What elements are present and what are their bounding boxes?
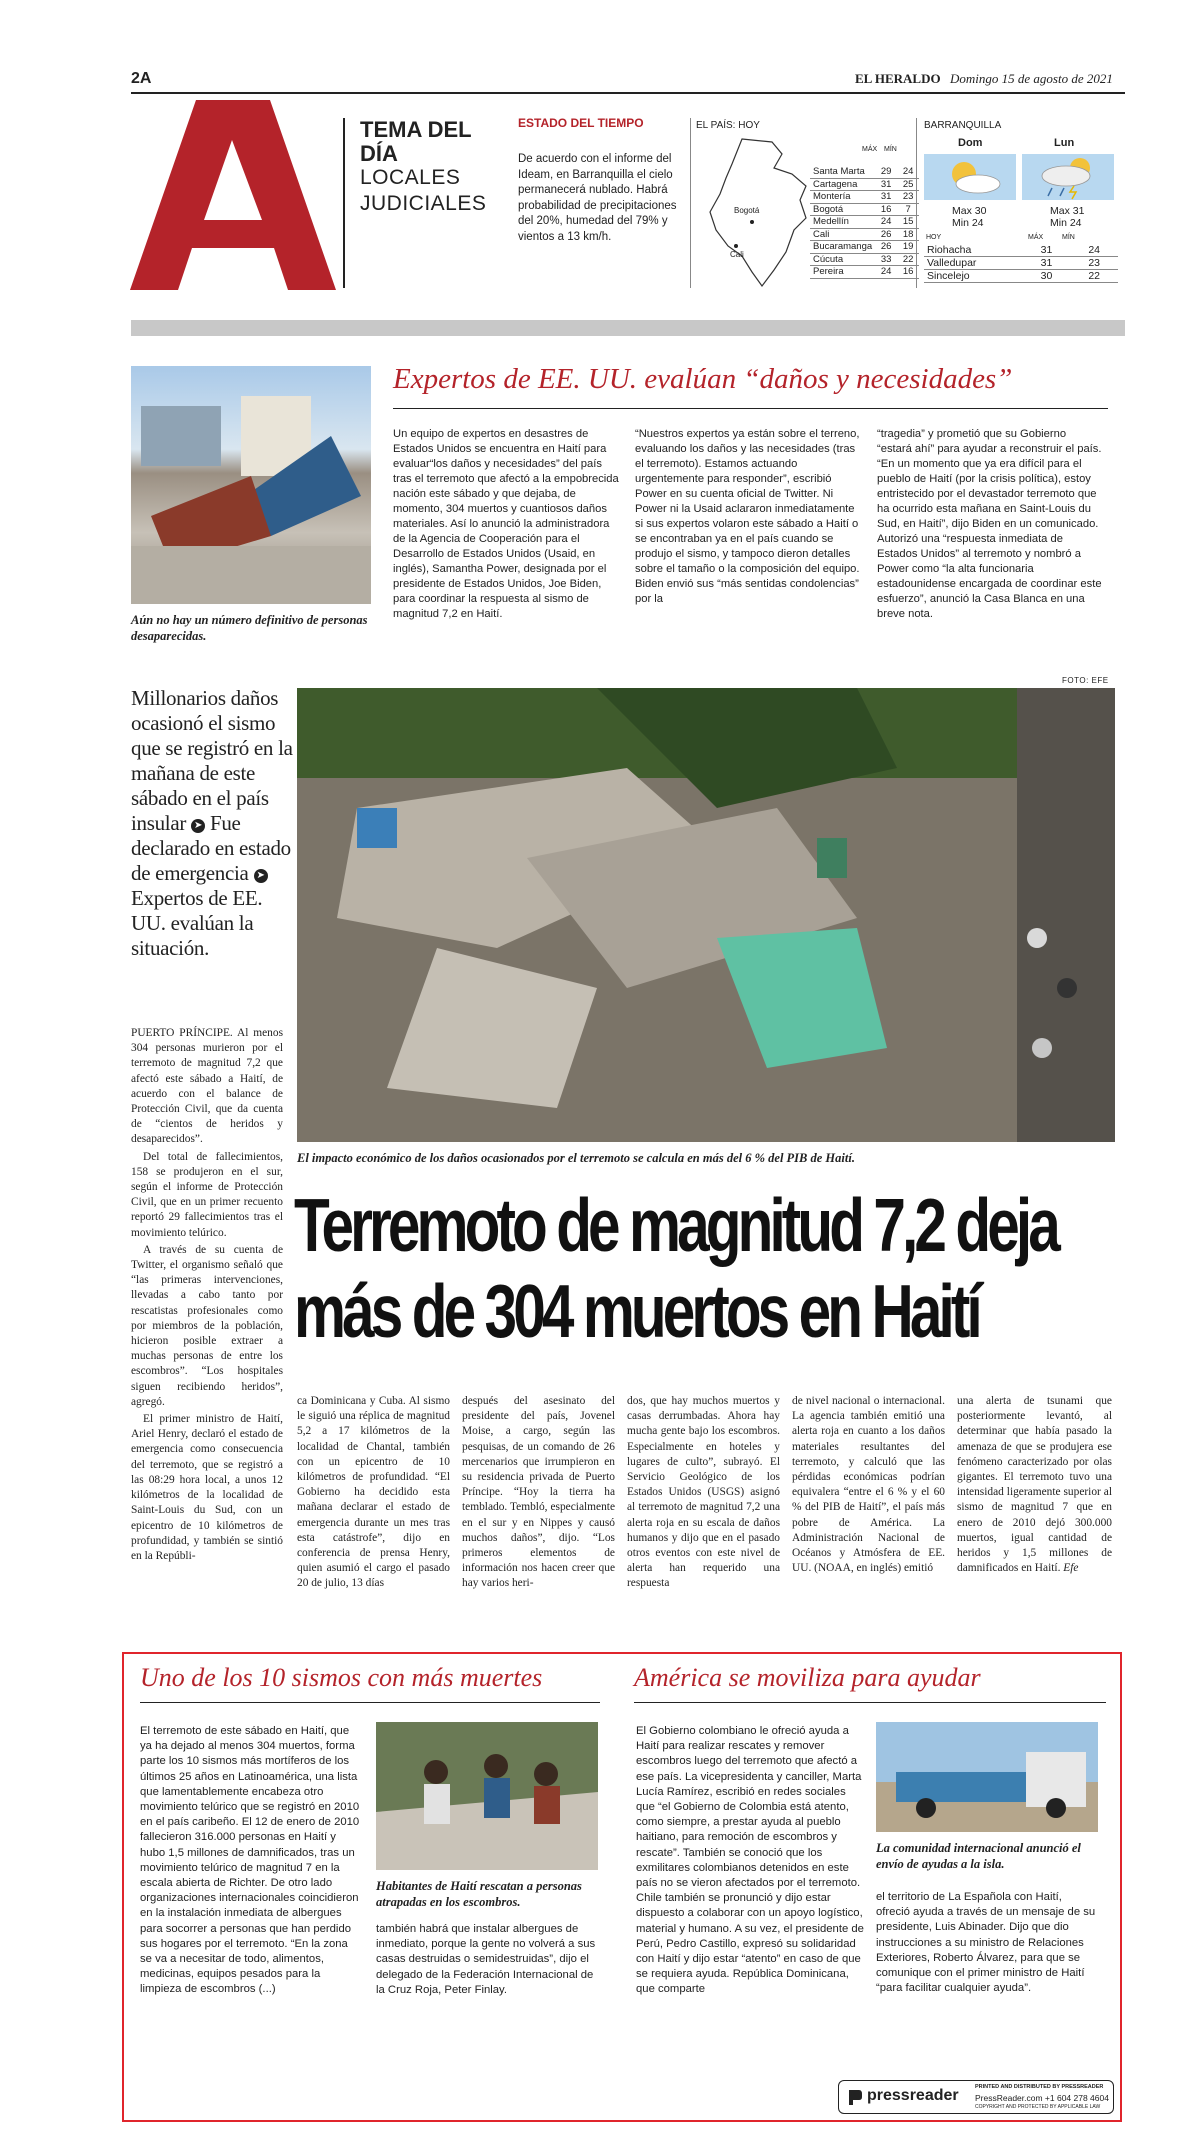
hoy-min-header: MÍN	[1062, 234, 1075, 241]
country-temps-table	[810, 166, 919, 279]
country-temp-row	[810, 203, 919, 216]
temp-max: 24	[875, 266, 897, 279]
box-left-text-2: también habrá que instalar albergues de inmediato, porque la gente no volverá a sus casas destruidas o semidestruidas”, dijo el delegado de la Federación Internacional de la Cruz Roja, Peter Finlay.	[376, 1923, 596, 1996]
summary-item-3: Expertos de EE. UU. evalúan la situación.	[131, 886, 263, 960]
city-name: Montería	[810, 191, 875, 204]
issue-date: Domingo 15 de agosto de 2021	[950, 71, 1113, 86]
photo-credit: FOTO: EFE	[1062, 676, 1109, 685]
main-signoff: Efe	[1063, 1562, 1079, 1575]
country-max-header: MÁX	[862, 146, 878, 153]
header-rule	[131, 92, 1125, 94]
main-headline-line-1: Terremoto de magnitud 7,2 deja	[294, 1183, 1057, 1267]
city-label: BARRANQUILLA	[924, 120, 1002, 131]
main-col-c: dos, que hay muchos muertos y casas derrumbadas. Ahora hay mucha gente bajo los escombros. Especialmente en hoteles y lugares de culto”, subrayó. El Servicio Geológico de los Estados Unidos (USGS) asignó al terremoto de magnitud 7,2 una alerta roja en su escala de daños humanos y dijo que en el pasado otros eventos con este nivel de alerta han requerido una respuesta	[627, 1395, 780, 1590]
section-letter-logo	[128, 100, 338, 300]
main-left-p2: Del total de fallecimientos, 158 se produjeron en el sur, según el informe de Protección Civil, que en un primer recuento reportó 29 fallecimientos tras el movimiento telúrico.	[131, 1150, 283, 1239]
main-col-e-text: una alerta de tsunami que posteriormente levantó, al determinar que había pasado la amenaza de que se produjera ese fenómeno caracterizado por olas gigantes. El terremoto tuvo una intensidad ligeramente superior al sismo de magnitud 7 que en enero de 2010 dejó 300.000 muertos, igual cantidad de heridos y 1,5 millones de damnificados en Haití.	[957, 1395, 1112, 1575]
temp-min: 19	[897, 241, 919, 254]
box-left-photo-caption: Habitantes de Haití rescatan a personas atrapadas en los escombros.	[376, 1879, 582, 1909]
city-name: Cali	[810, 228, 875, 241]
temp-min: 22	[1070, 270, 1118, 283]
temp-max: 30	[1023, 270, 1071, 283]
pressreader-brand: pressreader	[867, 2087, 959, 2104]
local-temp-row	[924, 257, 1118, 270]
temp-min: 18	[897, 228, 919, 241]
weather-text: De acuerdo con el informe del Ideam, en Barranquilla el cielo permanecerá nublado. Habrá probabilidad de precipitaciones del 20%, humedad del 79% y vientos a 13 km/h.	[518, 153, 677, 243]
day2-max: Max 31	[1050, 205, 1085, 217]
section-divider	[343, 118, 345, 288]
country-temp-row	[810, 228, 919, 241]
paper-name: EL HERALDO	[855, 71, 941, 86]
temp-max: 31	[1023, 244, 1071, 257]
temp-max: 26	[875, 228, 897, 241]
section-title: TEMA DEL DÍA	[360, 117, 472, 166]
country-temp-row	[810, 191, 919, 204]
temp-max: 31	[875, 178, 897, 191]
aid-truck-photo	[876, 1722, 1098, 1832]
temp-min: 23	[897, 191, 919, 204]
experts-headline: Expertos de EE. UU. evalúan “daños y necesidades”	[393, 363, 1013, 395]
country-temp-row	[810, 216, 919, 229]
hoy-header: HOY	[926, 234, 942, 241]
temp-min: 7	[897, 203, 919, 216]
temp-min: 16	[897, 266, 919, 279]
pressreader-line-2: PressReader.com +1 604 278 4604	[975, 2093, 1109, 2103]
temp-max: 29	[875, 166, 897, 178]
temp-min: 25	[897, 178, 919, 191]
country-temp-row	[810, 178, 919, 191]
summary-item-2: Fue declarado en estado de emergencia	[131, 811, 291, 885]
country-temp-row	[810, 241, 919, 254]
summary-item-1: Millonarios daños ocasionó el sismo que se registró en la mañana de este sábado en el país insular	[131, 686, 293, 835]
main-col-d: de nivel nacional o internacional. La agencia también emitió una alerta roja en cuanto a los daños materiales resultantes del terremoto, y calculó que las pérdidas económicas podrían equivalera “entre el 6 % y el 60 % del PIB de Haití”, el país más pobre de América. La Administración Nacional de Océanos y Atmósfera de EE. UU. (NOAA, en inglés) emitió	[792, 1395, 945, 1575]
temp-min: 24	[897, 166, 919, 178]
main-col-a: ca Dominicana y Cuba. Al sismo le siguió una réplica de magnitud 5,2 a 17 kilómetros de la localidad de Chantal, también con un epicentro de 10 kilómetros de profundidad. “El Gobierno ha decidido esta mañana declarar el estado de emergencia durante un mes tras esta catástrofe”, dijo en conferencia de prensa Henry, quien asumió el cargo el pasado 20 de julio, 13 días	[297, 1395, 450, 1590]
country-temp-row	[810, 253, 919, 266]
experts-col-3: “tragedia” y prometió que su Gobierno “estará ahí” para ayudar a reconstruir el país. “En un momento que ya era difícil para el pueblo de Haití (por la crisis política), estoy entristecido por el devastador terremoto que ha ocurrido esta mañana en Saint-Louis du Sud, en Haití”, dijo Biden en un comunicado. Autorizó una “respuesta inmediata de Estados Unidos” al terremoto y nombró a Power como “la alta funcionaria estadounidense encargada de coordinar este esfuerzo”, anunció la Casa Blanca en una breve nota.	[877, 428, 1102, 620]
storm-cloud-icon	[1022, 154, 1114, 200]
temp-max: 31	[1023, 257, 1071, 270]
sun-cloud-icon	[924, 154, 1016, 200]
local-temp-row	[924, 244, 1118, 257]
experts-photo-caption: Aún no hay un número definitivo de personas desaparecidas.	[131, 613, 368, 643]
experts-col-1: Un equipo de expertos en desastres de Estados Unidos se encuentra en Haití para evaluar“los daños y necesidades” del país tras el terremoto que afectó a la empobrecida nación este sábado y que dejaba, de momento, 304 muertos y cuantiosos daños materiales. Así lo anunció la administradora de la Agencia de Cooperación para el Desarrollo de Estados Unidos (Usaid, en inglés), Samantha Power, designada por el presidente de Estados Unidos, Joe Biden, para coordinar la respuesta al sismo de magnitud 7,2 en Haití.	[393, 428, 619, 620]
city-name: Santa Marta	[810, 166, 875, 178]
pressreader-badge[interactable]	[838, 2080, 1114, 2114]
day2-min: Min 24	[1050, 217, 1082, 229]
temp-min: 22	[897, 253, 919, 266]
city-name: Sincelejo	[924, 270, 1023, 283]
page-number: 2A	[131, 70, 152, 87]
main-left-p4: El primer ministro de Haití, Ariel Henry, declaró el estado de emergencia como consecuencia del terremoto, que se registró a las 08:29 hora local, a unos 12 kilómetros de la localidad de Saint-Louis du Sud, con un epicentro de 10 kilómetros de profundidad, y también se sintió en la Repúbli-	[131, 1413, 283, 1562]
hoy-max-header: MÁX	[1028, 234, 1044, 241]
temp-max: 33	[875, 253, 897, 266]
temp-max: 26	[875, 241, 897, 254]
rubble-photo-1	[131, 366, 371, 604]
pressreader-line-3: COPYRIGHT AND PROTECTED BY APPLICABLE LAW	[975, 2104, 1101, 2110]
section-subtitle-1: LOCALES	[360, 166, 461, 189]
aerial-rubble-photo	[297, 688, 1115, 1142]
day1-max: Max 30	[952, 205, 987, 217]
main-headline-line-2: más de 304 muertos en Haití	[294, 1269, 979, 1353]
country-min-header: MÍN	[884, 146, 897, 153]
city-name: Bucaramanga	[810, 241, 875, 254]
weather-title: ESTADO DEL TIEMPO	[518, 116, 644, 130]
box-right-text: El Gobierno colombiano le ofreció ayuda a Haití para realizar rescates y remover escombros luego del terremoto que afectó a ese país. La vicepresidenta y canciller, Marta Lucía Ramírez, escribió en redes sociales que “el Gobierno de Colombia está atento, como siempre, a prestar ayuda al pueblo haitiano, para remoción de escombros y rescate”. También se conoció que los exmilitares colombianos detenidos en este país no se vieron afectados por el terremoto. Chile también se pronunció y dijo estar dispuesto a colaborar con un apoyo logístico, material y humano. A su vez, el presidente de Perú, Pedro Castillo, expresó su solidaridad con Haití y dijo estar “atento” en caso de que se requiera ayuda. República Dominicana, que comparte	[636, 1725, 864, 1996]
main-photo-caption: El impacto económico de los daños ocasionados por el terremoto se calcula en más del 6 % del PIB de Haití.	[297, 1151, 855, 1165]
city-name: Cartagena	[810, 178, 875, 191]
main-left-column	[131, 1026, 283, 1566]
box-left-text: El terremoto de este sábado en Haití, que ya ha dejado al menos 304 muertos, forma parte los 10 sismos más mortíferos de los últimos 25 años en Latinoamérica, una lista que lamentablemente encabeza otro movimiento telúrico que se registró en 2010 en el país caribeño. El 12 de enero de 2010 fallecieron 316.000 personas en Haití y hubo 1,5 millones de damnificados, tras un movimiento telúrico de magnitud 7 en la escala abierta de Richter. De otro lado organizaciones internacionales coincidieron en la instalación inmediata de albergues para socorrer a personas que han perdido sus hogares por el terremoto. “En la zona se va a necesitar de todo, alimentos, medicinas, equipos pesados para la limpieza de escombros (...)	[140, 1725, 360, 1996]
map-label-cali: Cali	[730, 250, 744, 259]
main-col-e	[957, 1394, 1112, 1576]
main-left-p3: A través de su cuenta de Twitter, el organismo señaló que “las primeras intervenciones, llevadas a cabo tanto por rescatistas profesionales como por miembros de la población, hicieron posible extraer a muchas personas de entre los escombros”. “Los hospitales siguen recibiendo heridos”, agregó.	[131, 1243, 283, 1408]
local-temp-row	[924, 270, 1118, 283]
pressreader-logo-icon	[847, 2088, 863, 2106]
temp-min: 23	[1070, 257, 1118, 270]
box-left-headline: Uno de los 10 sismos con más muertes	[140, 1663, 543, 1692]
arrow-right-icon: ➤	[191, 819, 205, 833]
city-name: Valledupar	[924, 257, 1023, 270]
city-name: Pereira	[810, 266, 875, 279]
city-name: Bogotá	[810, 203, 875, 216]
main-left-p1: PUERTO PRÍNCIPE. Al menos 304 personas murieron por el terremoto de magnitud 7,2 que afectó este sábado a Haití, de acuerdo con el balance de Protección Civil, que da cuenta de “cientos de heridos y desaparecidos”.	[131, 1027, 283, 1146]
rescue-photo	[376, 1722, 598, 1870]
main-col-b: después del asesinato del presidente del país, Jovenel Moise, a cargo, según las pesquisas, de un comando de 26 mercenarios que irrumpieron en su residencia privada de Puerto Príncipe. “Hoy la tierra ha temblado. Tembló, especialmente en el sur y en Nippes y causó muchos daños”, dijo. “Los primeros elementos de información nos hacen creer que hay varios heri-	[462, 1395, 615, 1590]
day2-label: Lun	[1054, 137, 1075, 149]
city-name: Medellín	[810, 216, 875, 229]
day1-label: Dom	[958, 137, 983, 149]
local-temps-table	[924, 244, 1118, 283]
main-summary	[131, 686, 293, 961]
day1-min: Min 24	[952, 217, 984, 229]
city-name: Riohacha	[924, 244, 1023, 257]
arrow-right-icon: ➤	[254, 869, 268, 883]
box-right-text-2: el territorio de La Española con Haití, ofreció ayuda a través de un mensaje de su presidente, Luis Abinader. Dijo que dio instrucciones a su ministro de Relaciones Exteriores, Roberto Álvarez, para que se comunique con el primer ministro de Haití “para facilitar cualquier ayuda”.	[876, 1891, 1096, 1995]
pressreader-line-1: PRINTED AND DISTRIBUTED BY PRESSREADER	[975, 2084, 1104, 2090]
experts-col-2: “Nuestros expertos ya están sobre el terreno, evaluando los daños y las necesidades (tras el terremoto). Estamos actuando urgentemente para responder”, escribió Power en su cuenta oficial de Twitter. Ni Power ni la Usaid aclararon inmediatamente si sus expertos volaron este sábado a Haití o se encontraban ya en el país cuando se produjo el sismo, y tampoco dieron detalles sobre el tamaño o la composición del equipo. Biden envió sus “más sentidas condolencias” por la	[635, 428, 860, 605]
temp-max: 31	[875, 191, 897, 204]
section-band	[131, 320, 1125, 336]
box-right-headline: América se moviliza para ayudar	[634, 1663, 981, 1692]
city-name: Cúcuta	[810, 253, 875, 266]
temp-max: 24	[875, 216, 897, 229]
country-temp-row	[810, 166, 919, 178]
section-subtitle-2: JUDICIALES	[360, 192, 487, 215]
temp-min: 24	[1070, 244, 1118, 257]
box-right-photo-caption: La comunidad internacional anunció el envío de ayudas a la isla.	[876, 1841, 1081, 1871]
map-label-bogota: Bogotá	[734, 206, 760, 215]
temp-min: 15	[897, 216, 919, 229]
country-temp-row	[810, 266, 919, 279]
country-label: EL PAÍS: HOY	[696, 120, 760, 131]
temp-max: 16	[875, 203, 897, 216]
